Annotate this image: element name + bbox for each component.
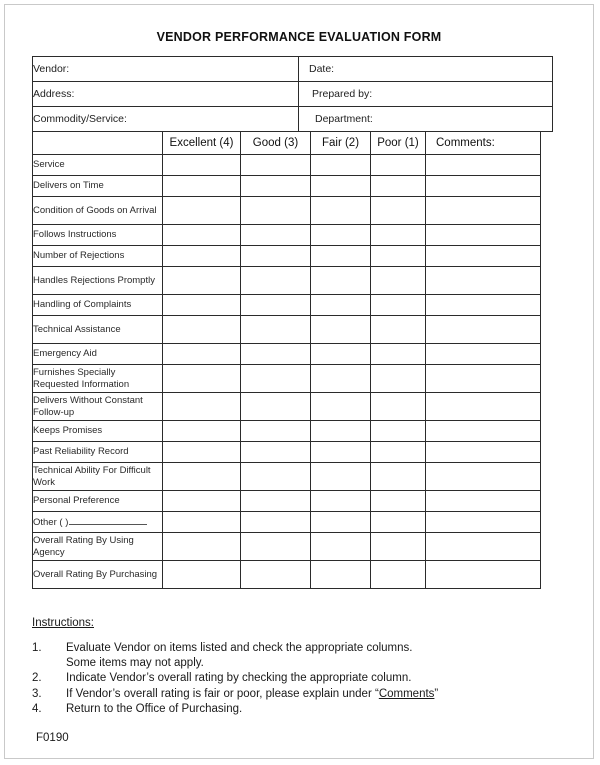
instruction-number: 3. xyxy=(32,687,42,700)
criterion-label: Emergency Aid xyxy=(33,344,163,365)
cell-fair[interactable] xyxy=(311,176,371,197)
cell-good[interactable] xyxy=(241,393,311,421)
table-row xyxy=(33,176,541,197)
cell-poor[interactable] xyxy=(371,176,426,197)
cell-excellent[interactable] xyxy=(163,393,241,421)
cell-poor[interactable] xyxy=(371,225,426,246)
cell-fair[interactable] xyxy=(311,512,371,533)
cell-fair[interactable] xyxy=(311,197,371,225)
criterion-label: Personal Preference xyxy=(33,491,163,512)
criterion-label: Overall Rating By Purchasing xyxy=(33,561,163,589)
cell-poor[interactable] xyxy=(371,561,426,589)
cell-poor[interactable] xyxy=(371,442,426,463)
criterion-label: Furnishes Specially Requested Information xyxy=(33,365,163,393)
cell-excellent[interactable] xyxy=(163,267,241,295)
cell-excellent[interactable] xyxy=(163,197,241,225)
instruction-item xyxy=(32,641,572,656)
cell-excellent[interactable] xyxy=(163,365,241,393)
instruction-text: Indicate Vendor’s overall rating by checking the appropriate column. xyxy=(66,672,412,685)
cell-excellent[interactable] xyxy=(163,512,241,533)
cell-excellent[interactable] xyxy=(163,316,241,344)
criterion-label: Follows Instructions xyxy=(33,225,163,246)
rating-header-row xyxy=(33,132,541,155)
cell-excellent[interactable] xyxy=(163,246,241,267)
page-title: VENDOR PERFORMANCE EVALUATION FORM xyxy=(156,30,442,44)
instruction-item xyxy=(32,702,572,717)
cell-good[interactable] xyxy=(241,463,311,491)
criterion-label: Service xyxy=(33,155,163,176)
cell-good[interactable] xyxy=(241,316,311,344)
instruction-number: 1. xyxy=(32,642,42,654)
cell-poor[interactable] xyxy=(371,316,426,344)
rating-table-body xyxy=(33,132,541,589)
cell-good[interactable] xyxy=(241,225,311,246)
cell-excellent[interactable] xyxy=(163,491,241,512)
form-tables xyxy=(32,56,540,589)
instructions-heading: Instructions: xyxy=(32,617,94,629)
cell-good[interactable] xyxy=(241,533,311,561)
cell-excellent[interactable] xyxy=(163,533,241,561)
cell-comments[interactable] xyxy=(426,344,541,365)
table-row xyxy=(33,561,541,589)
cell-comments[interactable] xyxy=(426,197,541,225)
cell-excellent[interactable] xyxy=(163,421,241,442)
criterion-label: Handling of Complaints xyxy=(33,295,163,316)
table-row xyxy=(33,197,541,225)
cell-fair[interactable] xyxy=(311,491,371,512)
cell-excellent[interactable] xyxy=(163,295,241,316)
table-row xyxy=(33,421,541,442)
rating-header-comments: Comments: xyxy=(426,132,541,155)
cell-fair[interactable] xyxy=(311,365,371,393)
field-address[interactable]: Address: xyxy=(33,82,299,107)
instruction-item xyxy=(32,671,572,686)
cell-comments[interactable] xyxy=(426,463,541,491)
criterion-label: Delivers on Time xyxy=(33,176,163,197)
cell-poor[interactable] xyxy=(371,365,426,393)
rating-header-fair: Fair (2) xyxy=(311,132,371,155)
cell-comments[interactable] xyxy=(426,365,541,393)
criterion-label: Handles Rejections Promptly xyxy=(33,267,163,295)
cell-good[interactable] xyxy=(241,561,311,589)
criterion-label: Technical Assistance xyxy=(33,316,163,344)
cell-comments[interactable] xyxy=(426,393,541,421)
instructions-block xyxy=(32,617,572,717)
cell-poor[interactable] xyxy=(371,533,426,561)
table-row xyxy=(33,442,541,463)
rating-header-excellent: Excellent (4) xyxy=(163,132,241,155)
criterion-label: Technical Ability For Difficult Work xyxy=(33,463,163,491)
table-row xyxy=(33,463,541,491)
cell-poor[interactable] xyxy=(371,295,426,316)
cell-good[interactable] xyxy=(241,246,311,267)
table-row xyxy=(33,344,541,365)
instruction-text-before: If Vendor’s overall rating is fair or poor, please explain under “ xyxy=(66,687,379,700)
cell-fair[interactable] xyxy=(311,225,371,246)
cell-comments[interactable] xyxy=(426,421,541,442)
instruction-comments-reference: Comments xyxy=(378,687,435,700)
form-page xyxy=(4,4,594,759)
cell-fair[interactable] xyxy=(311,246,371,267)
cell-good[interactable] xyxy=(241,176,311,197)
form-code: F0190 xyxy=(36,732,69,744)
cell-fair[interactable] xyxy=(311,463,371,491)
cell-poor[interactable] xyxy=(371,344,426,365)
cell-comments[interactable] xyxy=(426,246,541,267)
cell-poor[interactable] xyxy=(371,393,426,421)
criterion-label: Keeps Promises xyxy=(33,421,163,442)
cell-excellent[interactable] xyxy=(163,225,241,246)
cell-poor[interactable] xyxy=(371,463,426,491)
cell-good[interactable] xyxy=(241,442,311,463)
cell-fair[interactable] xyxy=(311,442,371,463)
instruction-item xyxy=(32,687,572,702)
cell-comments[interactable] xyxy=(426,267,541,295)
field-vendor[interactable]: Vendor: xyxy=(33,57,299,82)
cell-comments[interactable] xyxy=(426,442,541,463)
cell-poor[interactable] xyxy=(371,246,426,267)
cell-comments[interactable] xyxy=(426,295,541,316)
field-date[interactable]: Date: xyxy=(299,57,553,82)
criterion-label-other[interactable]: Other ( ) xyxy=(33,512,163,533)
instruction-number: 2. xyxy=(32,672,42,685)
table-row xyxy=(33,57,553,82)
cell-comments[interactable] xyxy=(426,316,541,344)
cell-poor[interactable] xyxy=(371,267,426,295)
rating-table xyxy=(32,131,541,589)
table-row xyxy=(33,82,553,107)
instruction-text-after: ” xyxy=(434,687,439,700)
other-write-in-line[interactable] xyxy=(69,515,147,525)
cell-fair[interactable] xyxy=(311,344,371,365)
field-department[interactable]: Department: xyxy=(299,107,553,132)
table-row xyxy=(33,267,541,295)
criterion-label: Overall Rating By Using Agency xyxy=(33,533,163,561)
cell-comments[interactable] xyxy=(426,225,541,246)
cell-fair[interactable] xyxy=(311,316,371,344)
table-row xyxy=(33,533,541,561)
table-row xyxy=(33,491,541,512)
cell-comments[interactable] xyxy=(426,512,541,533)
table-row xyxy=(33,295,541,316)
cell-excellent[interactable] xyxy=(163,561,241,589)
cell-poor[interactable] xyxy=(371,491,426,512)
instruction-text xyxy=(66,687,572,702)
instructions-list xyxy=(32,641,572,717)
cell-good[interactable] xyxy=(241,512,311,533)
cell-comments[interactable] xyxy=(426,176,541,197)
cell-poor[interactable] xyxy=(371,197,426,225)
cell-fair[interactable] xyxy=(311,533,371,561)
instruction-number: 4. xyxy=(32,702,42,715)
table-row xyxy=(33,393,541,421)
field-prepared-by[interactable]: Prepared by: xyxy=(299,82,553,107)
cell-good[interactable] xyxy=(241,421,311,442)
cell-good[interactable] xyxy=(241,295,311,316)
rating-header-good: Good (3) xyxy=(241,132,311,155)
table-row xyxy=(33,107,553,132)
cell-poor[interactable] xyxy=(371,512,426,533)
cell-good[interactable] xyxy=(241,491,311,512)
cell-good[interactable] xyxy=(241,365,311,393)
cell-fair[interactable] xyxy=(311,267,371,295)
cell-good[interactable] xyxy=(241,344,311,365)
cell-comments[interactable] xyxy=(426,155,541,176)
cell-fair[interactable] xyxy=(311,561,371,589)
table-row xyxy=(33,246,541,267)
cell-excellent[interactable] xyxy=(163,155,241,176)
table-row xyxy=(33,512,541,533)
instruction-text: Return to the Office of Purchasing. xyxy=(66,702,243,715)
table-row xyxy=(33,155,541,176)
criterion-label: Delivers Without Constant Follow-up xyxy=(33,393,163,421)
cell-comments[interactable] xyxy=(426,533,541,561)
table-row xyxy=(33,316,541,344)
criterion-label: Past Reliability Record xyxy=(33,442,163,463)
rating-header-poor: Poor (1) xyxy=(371,132,426,155)
instruction-continuation: Some items may not apply. xyxy=(66,657,204,670)
instruction-text: Evaluate Vendor on items listed and check the appropriate columns. xyxy=(66,642,413,654)
cell-poor[interactable] xyxy=(371,421,426,442)
criterion-label: Condition of Goods on Arrival xyxy=(33,197,163,225)
cell-fair[interactable] xyxy=(311,295,371,316)
table-row xyxy=(33,225,541,246)
criterion-label: Number of Rejections xyxy=(33,246,163,267)
rating-header-blank xyxy=(33,132,163,155)
cell-comments[interactable] xyxy=(426,491,541,512)
cell-excellent[interactable] xyxy=(163,344,241,365)
cell-fair[interactable] xyxy=(311,421,371,442)
field-commodity-service[interactable]: Commodity/Service: xyxy=(33,107,299,132)
cell-excellent[interactable] xyxy=(163,442,241,463)
cell-fair[interactable] xyxy=(311,393,371,421)
cell-good[interactable] xyxy=(241,155,311,176)
cell-poor[interactable] xyxy=(371,155,426,176)
vendor-info-table xyxy=(32,56,553,132)
cell-good[interactable] xyxy=(241,197,311,225)
cell-excellent[interactable] xyxy=(163,176,241,197)
cell-good[interactable] xyxy=(241,267,311,295)
cell-excellent[interactable] xyxy=(163,463,241,491)
table-row xyxy=(33,365,541,393)
cell-comments[interactable] xyxy=(426,561,541,589)
cell-fair[interactable] xyxy=(311,155,371,176)
